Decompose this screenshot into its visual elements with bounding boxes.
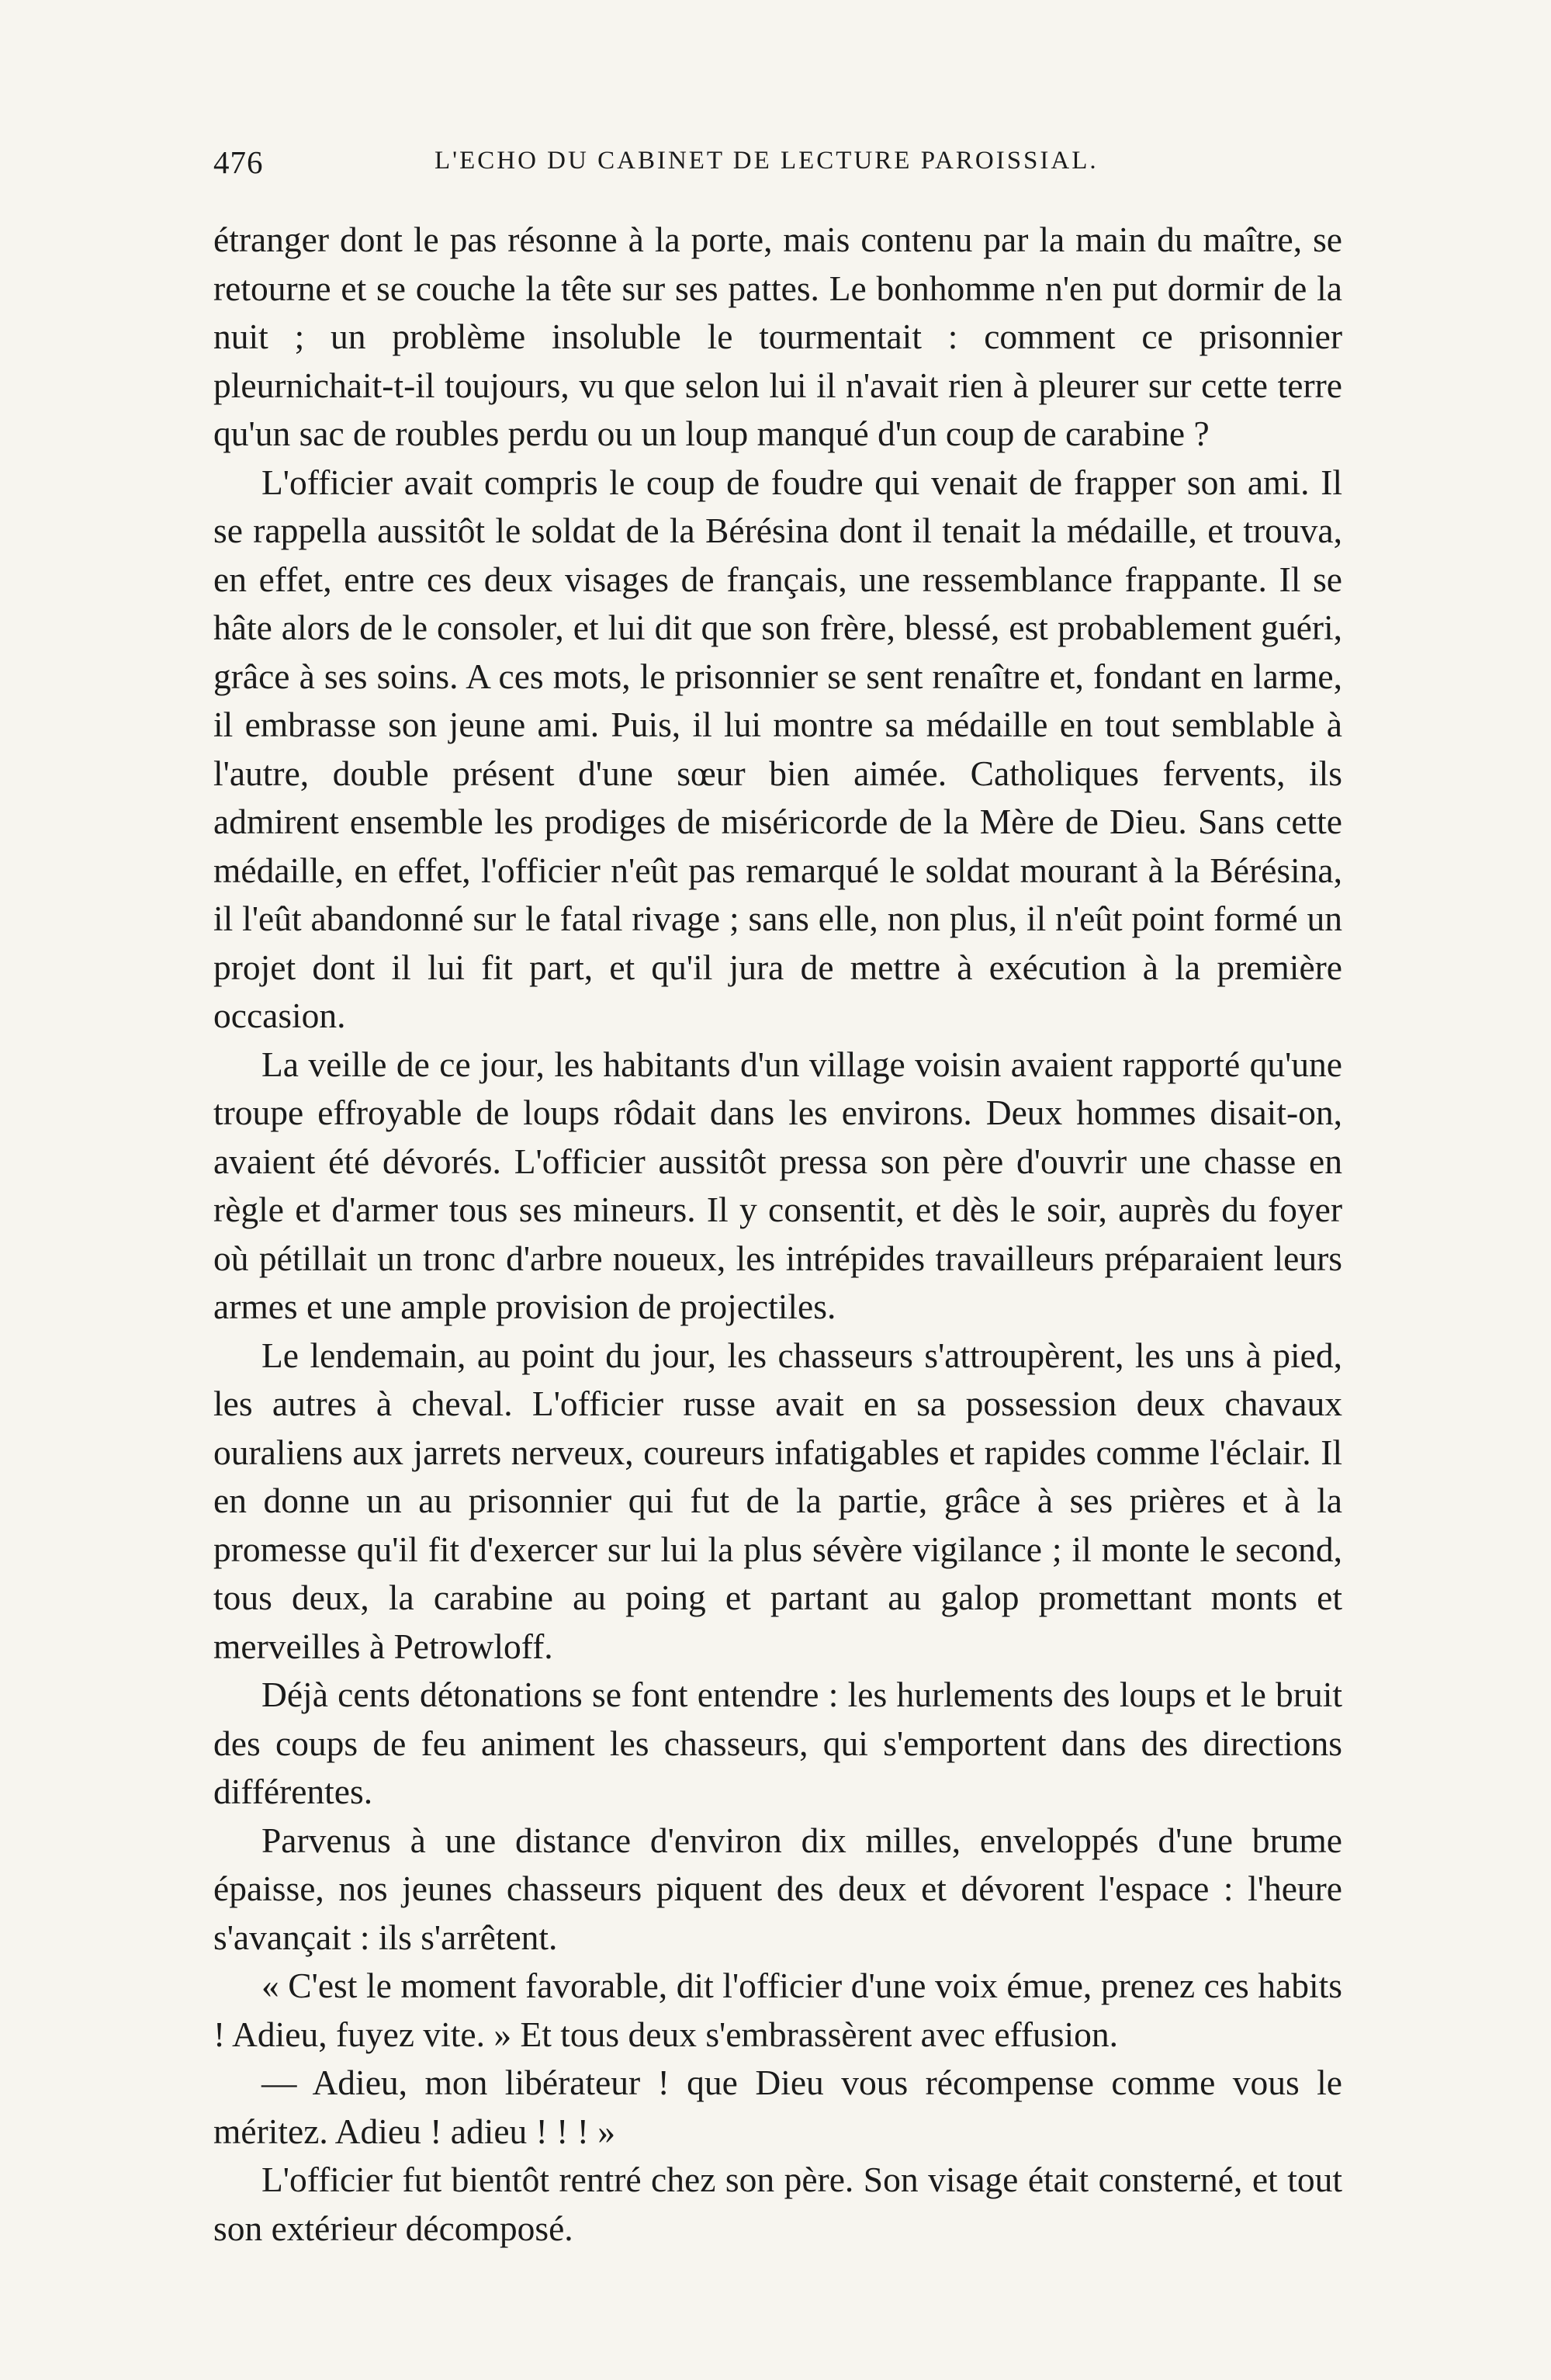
page-header xyxy=(213,144,1362,190)
paragraph: Le lendemain, au point du jour, les chasseurs s'attroupèrent, les uns à pied, les autres à cheval. L'officier russe avait en sa possession deux chavaux ouraliens aux jarrets nerveux, coureurs infatigables et rapides comme l'éclair. Il en donne un au prisonnier qui fut de la partie, grâce à ses prières et à la promesse qu'il fit d'exercer sur lui la plus sévère vigilance ; il monte le second, tous deux, la carabine au poing et partant au galop promettant monts et merveilles à Petrowloff. xyxy=(213,1335,1342,1666)
page-number: 476 xyxy=(213,144,264,180)
paragraph: L'officier fut bientôt rentré chez son père. Son visage était consterné, et tout son extérieur décomposé. xyxy=(213,2160,1342,2248)
paragraph-continued: étranger dont le pas résonne à la porte, mais contenu par la main du maître, se retourne et se couche la tête sur ses pattes. Le bonhomme n'en put dormir de la nuit ; un problème insoluble le tourmentait : comment ce prisonnier pleurnichait-t-il toujours, vu que selon lui il n'avait rien à pleurer sur cette terre qu'un sac de roubles perdu ou un loup manqué d'un coup de carabine ? xyxy=(213,220,1342,453)
paragraph: La veille de ce jour, les habitants d'un village voisin avaient rapporté qu'une troupe effroyable de loups rôdait dans les environs. Deux hommes disait-on, avaient été dévorés. L'officier aussitôt pressa son père d'ouvrir une chasse en règle et d'armer tous ses mineurs. Il y consentit, et dès le soir, auprès du foyer où pétillait un tronc d'arbre noueux, les intrépides travailleurs préparaient leurs armes et une ample provision de projectiles. xyxy=(213,1044,1342,1326)
paragraph: Déjà cents détonations se font entendre : les hurlements des loups et le bruit des coups de feu animent les chasseurs, qui s'emportent dans des directions différentes. xyxy=(213,1675,1342,1811)
dialogue-paragraph: « C'est le moment favorable, dit l'officier d'une voix émue, prenez ces habits ! Adieu, fuyez vite. » Et tous deux s'embrassèrent avec effusion. xyxy=(213,1966,1342,2054)
dialogue-paragraph: — Adieu, mon libérateur ! que Dieu vous récompense comme vous le méritez. Adieu ! adieu ! ! ! » xyxy=(213,2063,1342,2151)
paragraph: L'officier avait compris le coup de foudre qui venait de frapper son ami. Il se rappella aussitôt le soldat de la Bérésina dont il tenait la médaille, et trouva, en effet, entre ces deux visages de français, une ressemblance frappante. Il se hâte alors de le consoler, et lui dit que son frère, blessé, est probablement guéri, grâce à ses soins. A ces mots, le prisonnier se sent renaître et, fondant en larme, il embrasse son jeune ami. Puis, il lui montre sa médaille en tout semblable à l'autre, double présent d'une sœur bien aimée. Catholiques fervents, ils admirent ensemble les prodiges de miséricorde de la Mère de Dieu. Sans cette médaille, en effet, l'officier n'eût pas remarqué le soldat mourant à la Bérésina, il l'eût abandonné sur le fatal rivage ; sans elle, non plus, il n'eût point formé un projet dont il lui fit part, et qu'il jura de mettre à exécution à la première occasion. xyxy=(213,462,1342,1035)
body-text xyxy=(213,216,1342,2253)
paragraph: Parvenus à une distance d'environ dix milles, enveloppés d'une brume épaisse, nos jeunes chasseurs piquent des deux et dévorent l'espace : l'heure s'avançait : ils s'arrêtent. xyxy=(213,1820,1342,1957)
running-title: L'ECHO DU CABINET DE LECTURE PAROISSIAL. xyxy=(434,147,1099,175)
